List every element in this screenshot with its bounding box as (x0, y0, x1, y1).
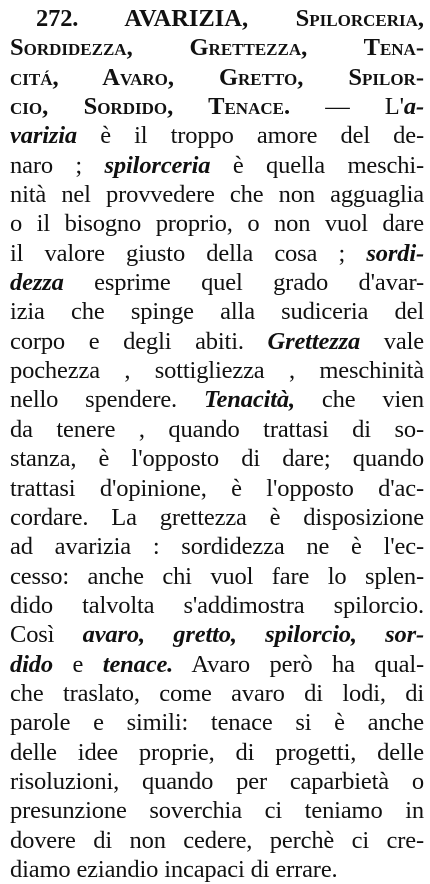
text-run: nello spendere. (10, 386, 204, 414)
text-line (10, 503, 424, 532)
text-line (10, 620, 424, 649)
text-run: dovere di non cedere, perchè ci cre- (10, 826, 424, 854)
headword: Sordidezza, Grettezza, Tena- (10, 34, 424, 62)
italic-term: Tenacità, (203, 386, 295, 414)
text-line (10, 63, 424, 92)
text-run: diamo eziandio incapaci di errare. (10, 855, 338, 883)
text-run: izia che spinge alla sudiceria del (10, 298, 424, 326)
text-run: dido talvolta s'addimostra spilorcio. (10, 591, 424, 619)
text-line (10, 650, 424, 679)
text-run: nità nel provvedere che non agguaglia (10, 181, 424, 209)
text-line (10, 591, 424, 620)
text-line (10, 474, 424, 503)
text-line (10, 33, 424, 62)
italic-term: sordi- (366, 239, 424, 267)
text-run: il valore giusto della cosa ; (10, 239, 367, 267)
text-run: cesso: anche chi vuol fare lo splen- (10, 562, 424, 590)
text-run: pochezza , sottigliezza , meschinità (10, 357, 424, 385)
text-line (10, 180, 424, 209)
text-line (10, 415, 424, 444)
italic-term: tenace. (102, 650, 174, 678)
text-line (10, 239, 424, 268)
text-run: che traslato, come avaro di lodi, di (10, 679, 424, 707)
text-line (10, 679, 424, 708)
italic-term: avaro, gretto, spilorcio, sor- (82, 621, 424, 649)
headword: AVARIZIA, (78, 5, 296, 32)
italic-term: dezza (10, 269, 64, 297)
text-line (10, 562, 424, 591)
text-run: vale (360, 327, 424, 355)
text-run: esprime quel grado d'avar- (63, 269, 424, 297)
text-run: cordare. La grettezza è disposizione (10, 503, 424, 531)
text-run: Così (10, 621, 83, 649)
text-line (10, 327, 424, 356)
text-run: trattasi d'opinione, è l'opposto d'ac- (10, 474, 424, 502)
text-run: è quella meschi- (210, 151, 424, 179)
text-line (10, 796, 424, 825)
text-line (10, 151, 424, 180)
entry-number: 272. (36, 5, 79, 32)
text-run: presunzione soverchia ci teniamo in (10, 797, 424, 825)
text-line (10, 121, 424, 150)
text-run: e (52, 650, 103, 678)
text-run: naro ; (10, 151, 105, 179)
text-line (10, 444, 424, 473)
italic-term: varizia (10, 122, 78, 150)
text-line (10, 297, 424, 326)
text-line (10, 92, 424, 121)
text-run: — L' (290, 93, 404, 121)
text-line (10, 855, 424, 884)
text-run: stanza, è l'opposto di dare; quando (10, 445, 424, 473)
text-run: Avaro però ha qual- (173, 650, 424, 678)
text-line (10, 385, 424, 414)
text-line (10, 356, 424, 385)
text-run: ad avarizia : sordidezza ne è l'ec- (10, 533, 424, 561)
italic-term: dido (10, 650, 53, 678)
text-run: delle idee proprie, di progetti, delle (10, 738, 424, 766)
text-run: risoluzioni, quando per caparbietà o (10, 767, 424, 795)
italic-term: a- (403, 93, 424, 121)
text-line (10, 4, 424, 33)
text-line (10, 268, 424, 297)
text-run: da tenere , quando trattasi di so- (10, 415, 424, 443)
text-line (10, 767, 424, 796)
text-line (10, 738, 424, 767)
text-run: parole e simili: tenace si è anche (10, 709, 424, 737)
entry-272 (10, 4, 424, 884)
headword: citá, Avaro, Gretto, Spilor- (10, 63, 424, 91)
text-run: che vien (294, 386, 424, 414)
text-run: è il troppo amore del de- (77, 122, 424, 150)
text-run: o il bisogno proprio, o non vuol dare (10, 210, 424, 238)
text-line (10, 209, 424, 238)
headword: cio, Sordido, Tenace. (10, 93, 291, 121)
headword: Spilorceria, (295, 5, 424, 32)
italic-term: Grettezza (267, 327, 361, 355)
text-run: corpo e degli abiti. (10, 327, 268, 355)
text-line (10, 826, 424, 855)
text-line (10, 708, 424, 737)
text-line (10, 532, 424, 561)
italic-term: spilorceria (104, 151, 211, 179)
